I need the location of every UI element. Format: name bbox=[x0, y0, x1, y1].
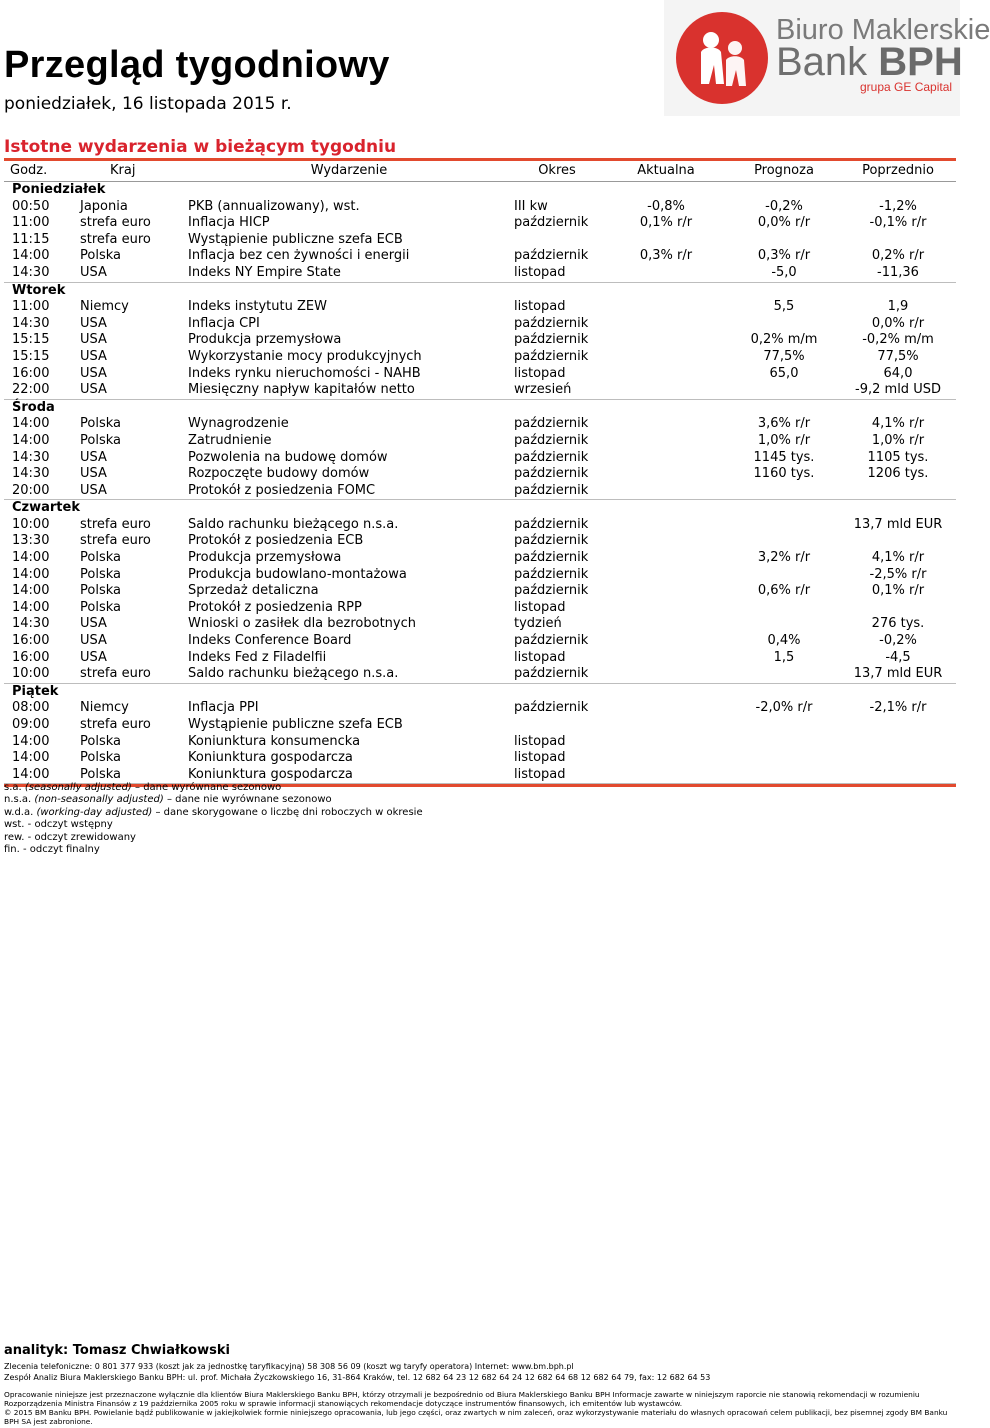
cell-previous: 0,1% r/r bbox=[871, 583, 925, 599]
note-wda: w.d.a. (working-day adjusted) – dane skorygowane o liczbę dni roboczych w okresie bbox=[4, 806, 423, 818]
cell-previous: -2,1% r/r bbox=[869, 700, 927, 716]
table-row bbox=[4, 433, 956, 450]
cell-previous: -0,1% r/r bbox=[869, 215, 927, 231]
table-row bbox=[4, 366, 956, 383]
cell-period: III kw bbox=[514, 198, 548, 214]
cell-previous: 77,5% bbox=[877, 348, 919, 364]
cell-hour: 20:00 bbox=[12, 482, 50, 498]
cell-previous: -9,2 mld USD bbox=[855, 382, 941, 398]
cell-hour: 09:00 bbox=[12, 717, 50, 732]
day-name: Czwartek bbox=[4, 500, 956, 517]
cell-period: październik bbox=[514, 533, 589, 549]
cell-forecast: -5,0 bbox=[771, 264, 797, 280]
events-table-body bbox=[4, 182, 956, 784]
cell-country: USA bbox=[80, 382, 107, 398]
cell-forecast bbox=[728, 483, 840, 500]
cell-country: strefa euro bbox=[80, 516, 151, 532]
cell-hour: 15:15 bbox=[12, 332, 50, 348]
cell-country: Polska bbox=[80, 583, 121, 599]
cell-period bbox=[510, 717, 604, 734]
footer bbox=[4, 1343, 956, 1426]
day-header-row bbox=[4, 500, 956, 517]
cell-period: październik bbox=[514, 466, 589, 482]
cell-period: październik bbox=[514, 516, 589, 532]
cell-previous: -11,36 bbox=[877, 264, 919, 280]
cell-actual bbox=[604, 550, 728, 567]
cell-forecast bbox=[728, 316, 840, 333]
cell-actual bbox=[604, 700, 728, 717]
cell-actual bbox=[604, 332, 728, 349]
cell-period: październik bbox=[514, 315, 589, 331]
cell-actual bbox=[604, 466, 728, 483]
col-header-forecast: Prognoza bbox=[728, 161, 840, 182]
bank-logo bbox=[664, 0, 990, 116]
cell-hour: 14:00 bbox=[12, 566, 50, 582]
cell-event: Wystąpienie publiczne szefa ECB bbox=[188, 231, 403, 247]
cell-hour: 14:30 bbox=[12, 616, 50, 632]
cell-hour: 14:00 bbox=[12, 599, 50, 615]
cell-actual bbox=[604, 650, 728, 667]
footer-disclaimer: Opracowanie niniejsze jest przeznaczone wyłącznie dla klientów Biura Maklerskiego Banku BPH, którzy otrzymali je bezpośrednio od Biura Maklerskiego Banku BPH Informacje zawarte w niniejszym raporcie nie stanowią rekomendacji w rozumieniu Rozporządzenia Ministra Finansów z 19 października 2005 roku w sprawie informacji stanowiących rekomendacje dotyczące instrumentów finansowych, ich emitentów lub wystawców. bbox=[4, 1390, 920, 1408]
cell-period: październik bbox=[514, 215, 589, 231]
cell-forecast bbox=[728, 533, 840, 550]
cell-event: Sprzedaż detaliczna bbox=[188, 583, 319, 599]
day-header-row bbox=[4, 683, 956, 700]
day-name: Piątek bbox=[4, 683, 956, 700]
cell-forecast: 5,5 bbox=[773, 299, 795, 315]
table-row bbox=[4, 199, 956, 216]
cell-actual bbox=[604, 517, 728, 534]
events-table bbox=[4, 161, 956, 784]
table-header-row bbox=[4, 161, 956, 182]
col-header-previous: Poprzednio bbox=[840, 161, 956, 182]
table-row bbox=[4, 717, 956, 734]
cell-previous: 13,7 mld EUR bbox=[853, 666, 943, 682]
cell-forecast bbox=[728, 232, 840, 249]
cell-hour: 14:00 bbox=[12, 733, 50, 749]
cell-period: listopad bbox=[514, 649, 566, 665]
cell-hour: 14:00 bbox=[12, 248, 50, 264]
cell-actual bbox=[604, 750, 728, 767]
cell-actual bbox=[604, 366, 728, 383]
cell-event: Indeks Fed z Filadelfii bbox=[188, 649, 327, 665]
cell-event: Inflacja CPI bbox=[188, 315, 260, 331]
cell-actual bbox=[604, 600, 728, 617]
cell-country: Polska bbox=[80, 750, 121, 766]
cell-event: Protokół z posiedzenia RPP bbox=[188, 599, 362, 615]
footer-team: Zespół Analiz Biura Maklerskiego Banku BPH: ul. prof. Michała Życzkowskiego 16, 31-864 Kraków, tel. 12 682 64 23 12 682 64 24 12 682 64 68 12 682 64 79, fax: 12 682 64 53 bbox=[4, 1373, 711, 1382]
cell-forecast bbox=[728, 734, 840, 751]
cell-event: PKB (annualizowany), wst. bbox=[188, 198, 360, 214]
cell-country: Niemcy bbox=[80, 700, 129, 716]
section-title: Istotne wydarzenia w bieżącym tygodniu bbox=[4, 137, 397, 157]
cell-actual bbox=[604, 349, 728, 366]
logo-text-top: Biuro Maklerskie bbox=[776, 14, 990, 46]
table-row bbox=[4, 265, 956, 282]
cell-previous bbox=[840, 717, 956, 734]
cell-country: USA bbox=[80, 466, 107, 482]
cell-hour: 14:30 bbox=[12, 315, 50, 331]
cell-hour: 14:00 bbox=[12, 583, 50, 599]
cell-actual: 0,1% r/r bbox=[639, 215, 693, 231]
cell-forecast bbox=[728, 767, 840, 784]
footer-copyright: © 2015 BM Banku BPH. Powielanie bądź publikowanie w jakiejkolwiek formie niniejszego opracowania, lub jego części, oraz zwartych w nim zaleceń, oraz wykorzystywanie materiału do własnych opracowań celem publikacji, bez pisemnej zgody BM Banku BPH SA jest zabronione. bbox=[4, 1408, 948, 1426]
cell-country: strefa euro bbox=[80, 231, 151, 247]
table-row bbox=[4, 650, 956, 667]
cell-hour: 14:30 bbox=[12, 449, 50, 465]
cell-event: Wykorzystanie mocy produkcyjnych bbox=[188, 348, 422, 364]
cell-country: Japonia bbox=[80, 198, 128, 214]
cell-hour: 11:00 bbox=[12, 299, 50, 315]
cell-event: Produkcja budowlano-montażowa bbox=[188, 566, 407, 582]
day-name: Środa bbox=[4, 399, 956, 416]
cell-period: listopad bbox=[514, 299, 566, 315]
cell-country: Niemcy bbox=[80, 299, 129, 315]
cell-period: tydzień bbox=[514, 616, 562, 632]
logo-text-group: grupa GE Capital bbox=[860, 80, 953, 94]
cell-previous: 0,2% r/r bbox=[871, 248, 925, 264]
table-row bbox=[4, 450, 956, 467]
cell-actual bbox=[604, 717, 728, 734]
note-fin: fin. - odczyt finalny bbox=[4, 844, 100, 856]
cell-forecast bbox=[728, 616, 840, 633]
cell-forecast: 3,6% r/r bbox=[757, 416, 811, 432]
table-row bbox=[4, 550, 956, 567]
cell-actual bbox=[604, 734, 728, 751]
cell-previous: 13,7 mld EUR bbox=[853, 516, 943, 532]
note-rew: rew. - odczyt zrewidowany bbox=[4, 831, 136, 843]
cell-period: październik bbox=[514, 248, 589, 264]
cell-event: Indeks rynku nieruchomości - NAHB bbox=[188, 365, 421, 381]
cell-actual bbox=[604, 265, 728, 282]
cell-period: październik bbox=[514, 416, 589, 432]
cell-period: październik bbox=[514, 666, 589, 682]
cell-country: USA bbox=[80, 649, 107, 665]
cell-country: Polska bbox=[80, 416, 121, 432]
cell-period: wrzesień bbox=[514, 382, 572, 398]
cell-event: Zatrudnienie bbox=[188, 432, 272, 448]
cell-previous bbox=[840, 533, 956, 550]
cell-period: listopad bbox=[514, 365, 566, 381]
cell-country: USA bbox=[80, 315, 107, 331]
col-header-country: Kraj bbox=[76, 161, 188, 182]
cell-country: USA bbox=[80, 449, 107, 465]
cell-forecast: 0,2% m/m bbox=[750, 332, 818, 348]
cell-actual bbox=[604, 316, 728, 333]
cell-hour: 14:00 bbox=[12, 416, 50, 432]
table-row bbox=[4, 567, 956, 584]
cell-country: Polska bbox=[80, 733, 121, 749]
table-row bbox=[4, 232, 956, 249]
table-row bbox=[4, 633, 956, 650]
cell-period: październik bbox=[514, 566, 589, 582]
table-row bbox=[4, 215, 956, 232]
cell-country: USA bbox=[80, 633, 107, 649]
cell-previous bbox=[840, 767, 956, 784]
table-row bbox=[4, 382, 956, 399]
cell-previous: -1,2% bbox=[879, 198, 917, 214]
cell-previous: 4,1% r/r bbox=[871, 550, 925, 566]
cell-actual: -0,8% bbox=[647, 198, 685, 214]
cell-hour: 14:00 bbox=[12, 750, 50, 766]
col-header-event: Wydarzenie bbox=[188, 161, 510, 182]
table-row bbox=[4, 332, 956, 349]
cell-forecast: 1160 tys. bbox=[753, 466, 815, 482]
cell-actual bbox=[604, 583, 728, 600]
cell-event: Produkcja przemysłowa bbox=[188, 332, 342, 348]
cell-period bbox=[510, 232, 604, 249]
cell-event: Produkcja przemysłowa bbox=[188, 550, 342, 566]
cell-period: listopad bbox=[514, 264, 566, 280]
cell-actual bbox=[604, 433, 728, 450]
table-row bbox=[4, 600, 956, 617]
cell-hour: 13:30 bbox=[12, 533, 50, 549]
cell-actual bbox=[604, 450, 728, 467]
page-title: Przegląd tygodniowy bbox=[4, 44, 390, 86]
cell-event: Wnioski o zasiłek dla bezrobotnych bbox=[188, 616, 416, 632]
day-header-row bbox=[4, 399, 956, 416]
cell-event: Saldo rachunku bieżącego n.s.a. bbox=[188, 666, 399, 682]
cell-hour: 14:30 bbox=[12, 466, 50, 482]
cell-forecast: 0,3% r/r bbox=[757, 248, 811, 264]
cell-previous: 1,0% r/r bbox=[871, 432, 925, 448]
cell-country: Polska bbox=[80, 432, 121, 448]
cell-previous bbox=[840, 600, 956, 617]
cell-actual bbox=[604, 767, 728, 784]
cell-event: Inflacja HICP bbox=[188, 215, 270, 231]
cell-country: strefa euro bbox=[80, 215, 151, 231]
cell-country: strefa euro bbox=[80, 533, 151, 549]
cell-actual bbox=[604, 299, 728, 316]
day-header-row bbox=[4, 182, 956, 199]
col-header-period: Okres bbox=[510, 161, 604, 182]
cell-forecast: 1145 tys. bbox=[753, 449, 815, 465]
cell-forecast: 65,0 bbox=[769, 365, 799, 381]
cell-country: USA bbox=[80, 482, 107, 498]
cell-period: listopad bbox=[514, 599, 566, 615]
cell-event: Inflacja bez cen żywności i energii bbox=[188, 248, 410, 264]
cell-country: Polska bbox=[80, 248, 121, 264]
cell-forecast: 0,4% bbox=[767, 633, 801, 649]
cell-hour: 11:15 bbox=[12, 231, 50, 247]
cell-period: październik bbox=[514, 700, 589, 716]
cell-previous: -2,5% r/r bbox=[869, 566, 927, 582]
cell-previous bbox=[840, 483, 956, 500]
cell-event: Miesięczny napływ kapitałów netto bbox=[188, 382, 415, 398]
cell-hour: 16:00 bbox=[12, 365, 50, 381]
cell-event: Indeks instytutu ZEW bbox=[188, 299, 327, 315]
table-row bbox=[4, 616, 956, 633]
cell-country: USA bbox=[80, 365, 107, 381]
cell-forecast bbox=[728, 382, 840, 399]
cell-forecast: 0,0% r/r bbox=[757, 215, 811, 231]
table-row bbox=[4, 666, 956, 683]
table-row bbox=[4, 483, 956, 500]
cell-forecast: -2,0% r/r bbox=[755, 700, 813, 716]
cell-country: Polska bbox=[76, 767, 188, 784]
logo-text-bank: Bank BPH bbox=[776, 40, 963, 84]
cell-actual bbox=[604, 567, 728, 584]
cell-period: październik bbox=[514, 332, 589, 348]
cell-hour: 16:00 bbox=[12, 633, 50, 649]
cell-period: listopad bbox=[510, 767, 604, 784]
cell-event: Pozwolenia na budowę domów bbox=[188, 449, 388, 465]
cell-country: Polska bbox=[80, 599, 121, 615]
cell-actual bbox=[604, 633, 728, 650]
abbreviations-notes bbox=[4, 782, 423, 856]
cell-forecast: 1,0% r/r bbox=[757, 432, 811, 448]
cell-period: listopad bbox=[514, 750, 566, 766]
cell-forecast bbox=[728, 750, 840, 767]
cell-actual bbox=[604, 483, 728, 500]
cell-period: październik bbox=[514, 550, 589, 566]
cell-actual bbox=[604, 666, 728, 683]
table-row bbox=[4, 316, 956, 333]
cell-actual bbox=[604, 533, 728, 550]
table-row bbox=[4, 533, 956, 550]
cell-previous: 1206 tys. bbox=[867, 466, 929, 482]
cell-country: USA bbox=[80, 348, 107, 364]
cell-event: Wystąpienie publiczne szefa ECB bbox=[188, 717, 403, 732]
cell-country: USA bbox=[80, 264, 107, 280]
cell-period: październik bbox=[514, 482, 589, 498]
cell-hour: 14:00 bbox=[12, 432, 50, 448]
cell-forecast: -0,2% bbox=[765, 198, 803, 214]
cell-previous bbox=[840, 750, 956, 767]
table-row bbox=[4, 750, 956, 767]
cell-forecast bbox=[728, 600, 840, 617]
cell-event: Indeks Conference Board bbox=[188, 633, 352, 649]
day-name: Wtorek bbox=[4, 282, 956, 299]
cell-hour: 00:50 bbox=[12, 198, 50, 214]
cell-forecast: 3,2% r/r bbox=[757, 550, 811, 566]
cell-period: październik bbox=[514, 583, 589, 599]
cell-previous: 276 tys. bbox=[871, 616, 925, 632]
col-header-hour: Godz. bbox=[4, 161, 76, 182]
cell-actual: 0,3% r/r bbox=[639, 248, 693, 264]
bph-emblem-icon bbox=[674, 10, 770, 106]
cell-hour: 14:30 bbox=[12, 264, 50, 280]
cell-hour: 10:00 bbox=[12, 516, 50, 532]
cell-country: Polska bbox=[80, 566, 121, 582]
cell-country: USA bbox=[80, 332, 107, 348]
note-nsa: n.s.a. (non-seasonally adjusted) – dane nie wyrównane sezonowo bbox=[4, 794, 332, 806]
cell-previous: 1105 tys. bbox=[867, 449, 929, 465]
note-wst: wst. - odczyt wstępny bbox=[4, 819, 113, 831]
events-table-wrapper bbox=[4, 158, 956, 787]
day-name: Poniedziałek bbox=[4, 182, 956, 199]
cell-previous bbox=[840, 734, 956, 751]
cell-event: Koniunktura gospodarcza bbox=[188, 767, 510, 784]
cell-event: Saldo rachunku bieżącego n.s.a. bbox=[188, 516, 399, 532]
cell-forecast bbox=[728, 717, 840, 734]
cell-forecast bbox=[728, 567, 840, 584]
cell-period: październik bbox=[514, 348, 589, 364]
cell-hour: 10:00 bbox=[12, 666, 50, 682]
cell-forecast: 77,5% bbox=[763, 348, 805, 364]
cell-event: Protokół z posiedzenia FOMC bbox=[188, 482, 376, 498]
cell-previous: 4,1% r/r bbox=[871, 416, 925, 432]
cell-event: Koniunktura gospodarcza bbox=[188, 750, 353, 766]
cell-forecast: 0,6% r/r bbox=[757, 583, 811, 599]
cell-previous: 0,0% r/r bbox=[871, 315, 925, 331]
table-row bbox=[4, 734, 956, 751]
cell-previous: -4,5 bbox=[885, 649, 911, 665]
cell-forecast bbox=[728, 666, 840, 683]
cell-period: październik bbox=[514, 432, 589, 448]
cell-actual bbox=[604, 616, 728, 633]
cell-hour: 15:15 bbox=[12, 348, 50, 364]
cell-event: Koniunktura konsumencka bbox=[188, 733, 361, 749]
cell-hour: 14:00 bbox=[4, 767, 76, 784]
cell-event: Wynagrodzenie bbox=[188, 416, 289, 432]
cell-event: Inflacja PPI bbox=[188, 700, 259, 716]
cell-hour: 22:00 bbox=[12, 382, 50, 398]
cell-country: strefa euro bbox=[80, 666, 151, 682]
cell-forecast: 1,5 bbox=[773, 649, 795, 665]
cell-actual bbox=[604, 232, 728, 249]
col-header-actual: Aktualna bbox=[604, 161, 728, 182]
table-row bbox=[4, 299, 956, 316]
table-row bbox=[4, 700, 956, 717]
cell-event: Rozpoczęte budowy domów bbox=[188, 466, 370, 482]
footer-orders: Zlecenia telefoniczne: 0 801 377 933 (koszt jak za jednostkę taryfikacyjną) 58 308 56 09 (koszt wg taryfy operatora) Internet: www.bm.bph.pl bbox=[4, 1362, 574, 1371]
cell-period: październik bbox=[514, 633, 589, 649]
cell-hour: 11:00 bbox=[12, 215, 50, 231]
cell-hour: 14:00 bbox=[12, 550, 50, 566]
cell-hour: 08:00 bbox=[12, 700, 50, 716]
table-row bbox=[4, 583, 956, 600]
cell-country: Polska bbox=[80, 550, 121, 566]
cell-event: Protokół z posiedzenia ECB bbox=[188, 533, 364, 549]
cell-period: listopad bbox=[514, 733, 566, 749]
cell-hour: 16:00 bbox=[12, 649, 50, 665]
table-row bbox=[4, 517, 956, 534]
table-row bbox=[4, 349, 956, 366]
cell-actual bbox=[604, 382, 728, 399]
cell-event: Indeks NY Empire State bbox=[188, 264, 341, 280]
cell-country: strefa euro bbox=[80, 717, 151, 732]
cell-previous bbox=[840, 232, 956, 249]
cell-forecast bbox=[728, 517, 840, 534]
day-header-row bbox=[4, 282, 956, 299]
report-date: poniedziałek, 16 listopada 2015 r. bbox=[4, 94, 292, 114]
note-sa: s.a. (seasonally adjusted) – dane wyrównane sezonowo bbox=[4, 782, 282, 793]
cell-previous: -0,2% m/m bbox=[862, 332, 934, 348]
cell-country: USA bbox=[80, 616, 107, 632]
table-row bbox=[4, 466, 956, 483]
table-row bbox=[4, 248, 956, 265]
cell-actual bbox=[604, 416, 728, 433]
analyst-name: analityk: Tomasz Chwiałkowski bbox=[4, 1343, 230, 1358]
cell-previous: -0,2% bbox=[879, 633, 917, 649]
cell-previous: 64,0 bbox=[883, 365, 913, 381]
cell-period: październik bbox=[514, 449, 589, 465]
table-row bbox=[4, 416, 956, 433]
cell-previous: 1,9 bbox=[887, 299, 909, 315]
